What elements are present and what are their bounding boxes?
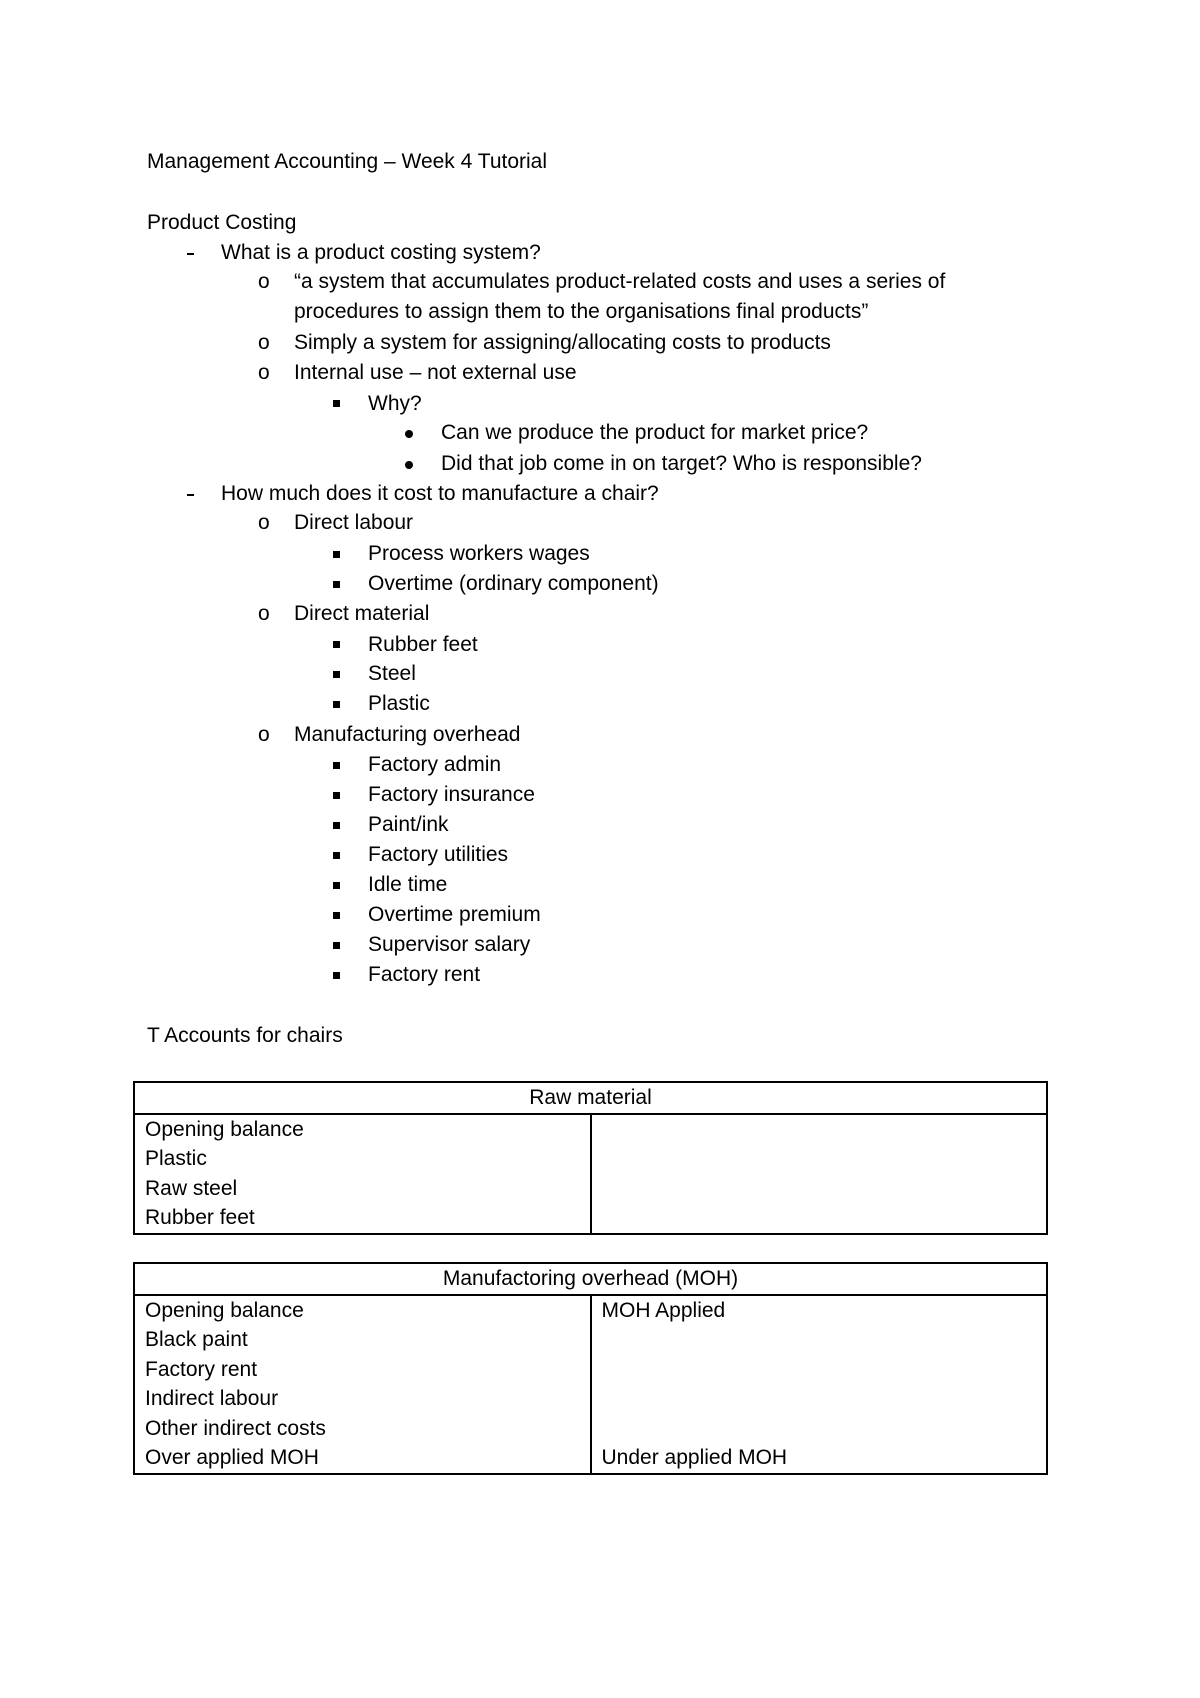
direct-labour-item: Process workers wages [368,542,590,565]
debit-entry: Opening balance [145,1117,304,1141]
manufacturing-overhead-label: Manufacturing overhead [294,723,521,746]
section-heading: Product Costing [147,211,297,234]
question-product-costing: What is a product costing system? [221,241,541,264]
direct-material-item: Steel [368,662,416,685]
square-bullet [333,852,340,859]
debit-column [134,1295,591,1474]
t-accounts-heading: T Accounts for chairs [147,1024,343,1047]
credit-column [591,1114,1048,1234]
why-reason-2: Did that job come in on target? Who is responsible? [441,452,922,475]
credit-column [591,1295,1048,1474]
debit-entry: Other indirect costs [145,1416,326,1440]
square-bullet [333,551,340,558]
direct-material-item: Plastic [368,692,430,715]
definition-simply: Simply a system for assigning/allocating costs to products [294,331,831,354]
square-bullet [333,641,340,648]
debit-entry: Opening balance [145,1298,304,1322]
direct-labour-item: Overtime (ordinary component) [368,572,659,595]
round-bullet [405,461,413,469]
definition-quote-line2: procedures to assign them to the organisations final products” [294,300,869,323]
definition-internal-use: Internal use – not external use [294,361,577,384]
moh-header: Manufactoring overhead (MOH) [134,1263,1047,1295]
square-bullet [333,912,340,919]
square-bullet [333,701,340,708]
raw-material-header: Raw material [134,1082,1047,1114]
overhead-item: Idle time [368,873,448,896]
square-bullet [333,942,340,949]
direct-labour-label: Direct labour [294,511,414,534]
debit-entry: Rubber feet [145,1206,255,1229]
overhead-item: Factory admin [368,753,502,776]
circle-bullet: o [258,331,270,354]
debit-entry: Indirect labour [145,1387,279,1410]
debit-entry: Factory rent [145,1357,258,1381]
circle-bullet: o [258,602,270,625]
debit-entry: Over applied MOH [145,1446,319,1469]
overhead-item: Overtime premium [368,903,541,926]
moh-t-account [133,1262,1048,1475]
overhead-item: Supervisor salary [368,933,531,956]
page-title: Management Accounting – Week 4 Tutorial [147,150,548,173]
circle-bullet: o [258,723,270,746]
square-bullet [333,972,340,979]
debit-entry: Plastic [145,1147,207,1170]
square-bullet [333,400,340,407]
why-label: Why? [368,392,422,415]
overhead-item: Factory insurance [368,783,535,806]
overhead-item: Factory rent [368,963,481,986]
circle-bullet: o [258,270,270,293]
debit-entry: Black paint [145,1328,248,1351]
raw-material-t-account [133,1081,1048,1235]
debit-entry: Raw steel [145,1176,238,1200]
circle-bullet: o [258,361,270,384]
why-reason-1: Can we produce the product for market price? [441,421,869,444]
credit-entry-under-applied: Under applied MOH [601,1446,788,1469]
definition-quote-line1: “a system that accumulates product-related costs and uses a series of [294,270,946,293]
square-bullet [333,762,340,769]
direct-material-label: Direct material [294,602,430,625]
dash-bullet [187,253,194,255]
square-bullet [333,792,340,799]
square-bullet [333,671,340,678]
overhead-item: Paint/ink [368,813,449,836]
overhead-item: Factory utilities [368,843,509,866]
square-bullet [333,882,340,889]
question-chair-cost: How much does it cost to manufacture a chair? [221,482,659,505]
circle-bullet: o [258,511,270,534]
direct-material-item: Rubber feet [368,633,478,656]
dash-bullet [187,494,194,496]
debit-column [134,1114,591,1234]
credit-entry-moh-applied: MOH Applied [601,1298,726,1322]
square-bullet [333,822,340,829]
square-bullet [333,581,340,588]
round-bullet [405,430,413,438]
